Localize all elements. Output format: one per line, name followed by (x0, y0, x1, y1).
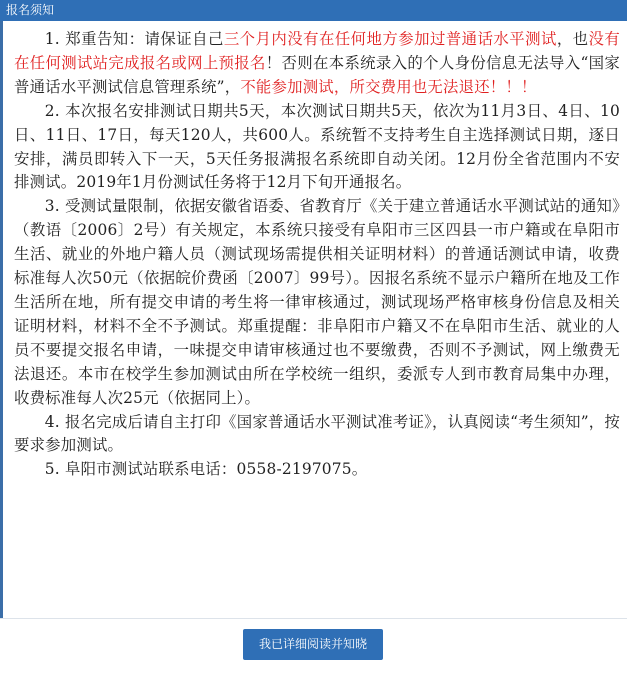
notice-p1-text-c: ，也 (556, 30, 589, 48)
notice-paragraph-2: 2. 本次报名安排测试日期共5天，本次测试日期共5天，依次为11月3日、4日、10日、11日、17日，每天120人，共600人。系统暂不支持考生自主选择测试日期，逐日安排，满员即转入下一天，5天任务报满报名系统即自动关闭。12月份全省范围内不安排测试。2019年1月份测试任务将于12月下旬开通报名。 (14, 101, 620, 192)
notice-p1-text-a: 1. 郑重告知：请保证自己 (44, 30, 224, 48)
notice-paragraph-5: 5. 阜阳市测试站联系电话：0558-2197075。 (44, 460, 368, 479)
notice-p1-text-e: ！否则在本系统录入的个人身份信息无法导入“国家普通话水平测试信息管理系统”， (14, 53, 621, 96)
notice-p1-warning-d: 没有在任何测试站完成报名或网上预报名 (14, 30, 620, 72)
notice-paragraph-4: 4. 报名完成后请自主打印《国家普通话水平测试准考证》，认真阅读“考生须知”，按要求参加测试。 (14, 412, 620, 455)
notice-paragraph-3: 3. 受测试量限制，依据安徽省语委、省教育厅《关于建立普通话水平测试站的通知》（教语〔2006〕2号）有关规定，本系统只接受有阜阳市三区四县一市户籍或在阜阳市生活、就业的外地户籍人员（测试现场需提供相关证明材料）的普通话测试申请，收费标准每人次50元（依据皖价费函〔2007〕99号）。因报名系统不显示户籍所在地及工作生活所在地，所有提交申请的考生将一律审核通过，测试现场严格审核身份信息及相关证明材料，材料不全不予测试。郑重提醒：非阜阳市户籍又不在阜阳市生活、就业的人员不要提交报名申请，一味提交申请审核通过也不要缴费，否则不予测试，网上缴费无法退还。本市在校学生参加测试由所在学校统一组织，委派专人到市教育局集中办理，收费标准每人次25元（依据同上）。 (14, 197, 620, 407)
notice-content (14, 28, 620, 482)
notice-p1-warning-b: 三个月内没有在任何地方参加过普通话水平测试 (223, 30, 557, 48)
dialog-footer (0, 618, 627, 673)
notice-paragraph-1 (14, 28, 620, 100)
notice-p1-warning-f: 不能参加测试，所交费用也无法退还！！！ (240, 77, 537, 96)
window-edge (0, 21, 3, 672)
dialog-title: 报名须知 (0, 0, 627, 21)
confirm-read-button[interactable]: 我已详细阅读并知晓 (243, 629, 383, 660)
